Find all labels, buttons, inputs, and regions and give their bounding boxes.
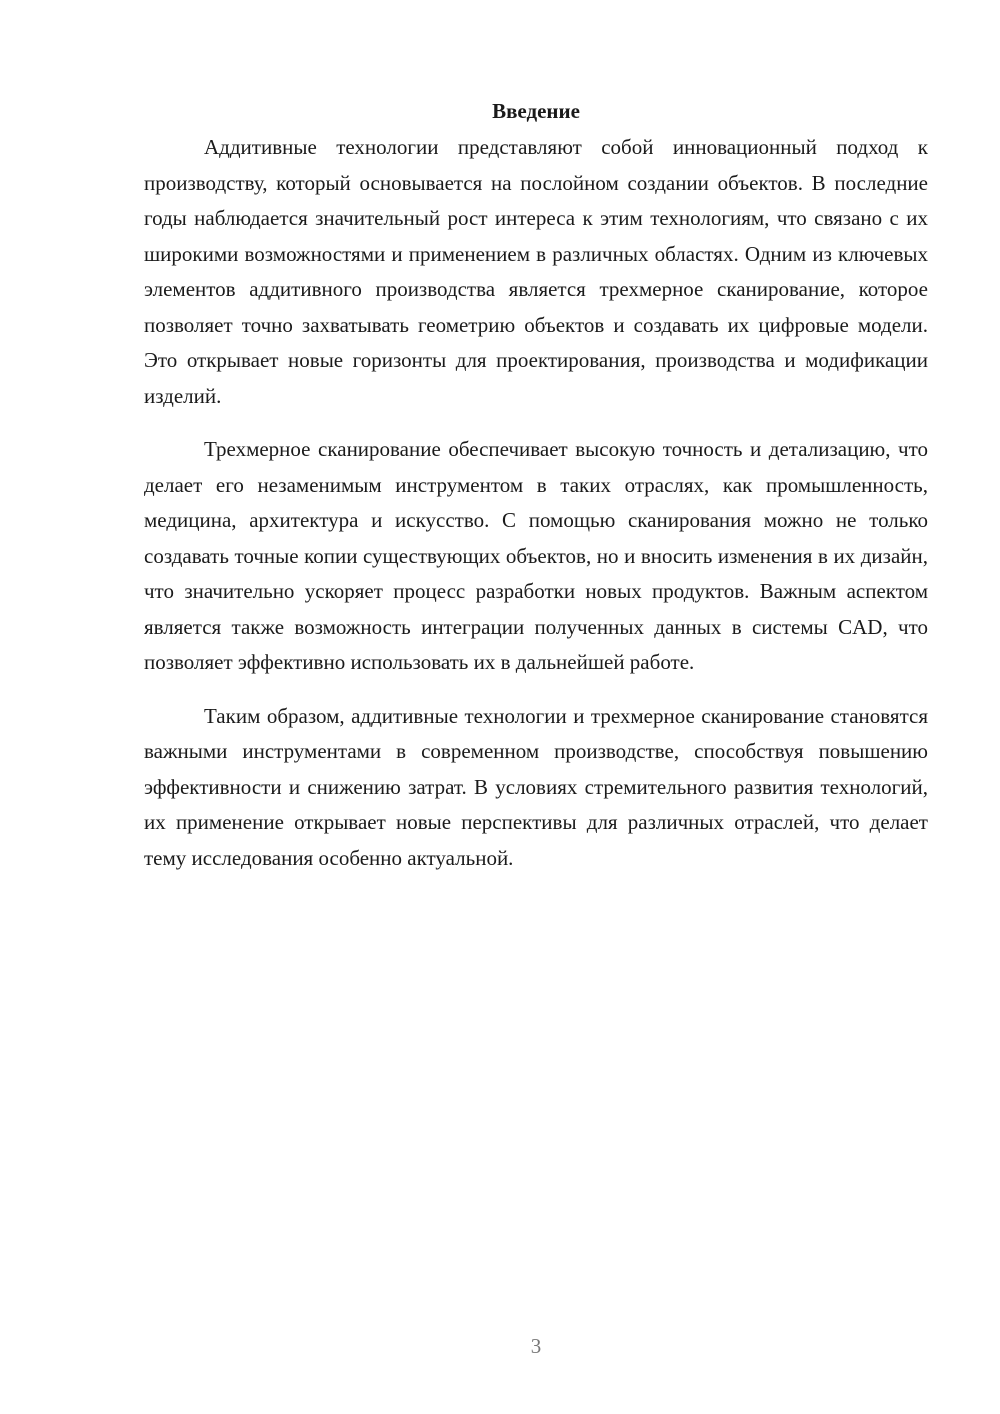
paragraph-2: Трехмерное сканирование обеспечивает высокую точность и детализацию, что делает его незаменимым инструментом в таких отраслях, как промышленность, медицина, архитектура и искусство. С помощью сканирования можно не только создавать точные копии существующих объектов, но и вносить изменения в их дизайн, что значительно ускоряет процесс разработки новых продуктов. Важным аспектом является также возможность интеграции полученных данных в системы CAD, что позволяет эффективно использовать их в дальнейшей работе. [144, 437, 928, 674]
section-heading: Введение [492, 99, 580, 123]
page-number: 3 [530, 1334, 542, 1358]
paragraph-3: Таким образом, аддитивные технологии и трехмерное сканирование становятся важными инструментами в современном производстве, способствуя повышению эффективности и снижению затрат. В условиях стремительного развития технологий, их применение открывает новые перспективы для различных отраслей, что делает тему исследования особенно актуальной. [144, 703, 928, 870]
page-content [144, 96, 928, 894]
paragraph-1: Аддитивные технологии представляют собой инновационный подход к производству, который основывается на послойном создании объектов. В последние годы наблюдается значительный рост интереса к этим технологиям, что связано с их широкими возможностями и применением в различных областях. Одним из ключевых элементов аддитивного производства является трехмерное сканирование, которое позволяет точно захватывать геометрию объектов и создавать их цифровые модели. Это открывает новые горизонты для проектирования, производства и модификации изделий. [144, 135, 928, 408]
